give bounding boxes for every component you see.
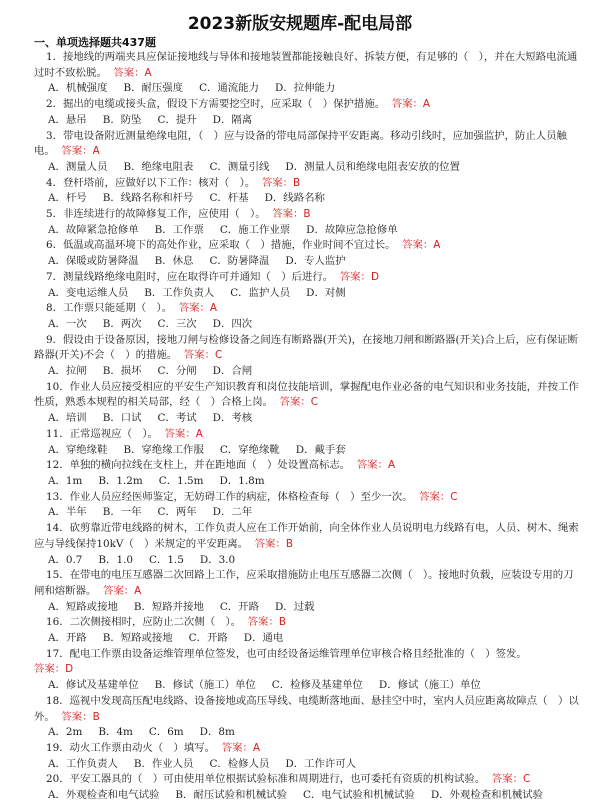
question-item (34, 647, 580, 694)
answer-value: A (387, 459, 396, 472)
option-item: A．短路或接地 (48, 600, 118, 613)
option-item: A．穿绝缘鞋 (48, 443, 108, 456)
answer-prefix: 答案： (272, 208, 304, 221)
option-item: B．耐压强度 (123, 82, 184, 95)
question-item (34, 207, 580, 238)
question-stem (34, 333, 580, 364)
question-item (34, 176, 580, 207)
answer-prefix: 答案： (61, 145, 93, 158)
answer-label (113, 67, 151, 79)
question-text: 16．二次侧接相时，应防止二次侧（ ）。 (46, 616, 242, 629)
answer-prefix: 答案： (113, 66, 145, 79)
question-stem (34, 176, 580, 192)
question-item (34, 772, 580, 803)
answer-prefix: 答案： (402, 239, 434, 252)
question-text: 17．配电工作票由设备运维管理单位签发，也可由经设备运维管理单位审核合格且经批准的（ ）签发。 (46, 647, 527, 660)
option-item: A．变电运维人员 (48, 286, 129, 299)
option-item: D．3.0 (199, 553, 236, 566)
option-item: A．拉闸 (48, 365, 87, 378)
option-item: D．线路名称 (264, 192, 325, 205)
answer-label (184, 349, 222, 361)
question-item (34, 270, 580, 301)
option-item: C．提升 (157, 113, 197, 126)
option-item: D．四次 (212, 317, 253, 330)
option-item: A．保暖或防暑降温 (48, 255, 139, 268)
question-text: 20．平安工器具的（ ）可由使用单位根据试验标准和周期进行，也可委托有资质的机构试验。 (46, 773, 486, 786)
option-item: D．隔离 (212, 113, 253, 126)
question-list (0, 50, 600, 804)
answer-value: C (310, 396, 319, 409)
options-row (34, 223, 580, 239)
option-item: C．测量引线 (209, 160, 270, 173)
answer-value: A (134, 584, 142, 597)
option-item: A．0.7 (48, 553, 83, 566)
question-stem (34, 238, 580, 254)
answer-value: B (92, 710, 100, 723)
options-row (34, 443, 580, 459)
option-item: A．外观检查和电气试验 (48, 789, 160, 802)
option-item: A．一次 (48, 317, 87, 330)
option-item: A．故障紧急抢修单 (48, 223, 139, 236)
option-item: C．通流能力 (199, 82, 259, 95)
option-item: D．拉伸能力 (274, 82, 336, 95)
answer-prefix: 答案： (391, 98, 423, 111)
option-item: B．短路或接地 (102, 632, 173, 645)
option-item: B．工作负责人 (144, 286, 215, 299)
question-item (34, 568, 580, 615)
options-row (34, 411, 580, 427)
answer-value: A (252, 741, 260, 754)
option-item: C．检修及基建单位 (271, 679, 363, 692)
option-item: D．故障应急抢修单 (306, 223, 398, 236)
answer-value: B (278, 616, 286, 629)
option-item: D．外观检查和机械试验 (430, 789, 544, 802)
options-row (34, 191, 580, 207)
option-item: B．工作票 (154, 223, 204, 236)
question-item (34, 615, 580, 646)
option-item: C．开路 (188, 632, 228, 645)
question-stem (34, 772, 580, 788)
question-stem (34, 301, 580, 317)
answer-prefix: 答案： (339, 270, 371, 283)
option-item: C．三次 (157, 317, 197, 330)
question-text: 3．带电设备附近测量绝缘电阻，（ ）应与设备的带电局部保持平安距离。移动引线时，应加强监护，防止人员触电。 (34, 129, 567, 158)
option-item: B．防坠 (102, 113, 142, 126)
answer-prefix: 答案： (261, 176, 294, 189)
answer-value: A (195, 427, 203, 440)
option-item: B．一年 (102, 506, 142, 519)
option-item: B．休息 (154, 255, 194, 268)
answer-value: A (144, 66, 152, 79)
question-item (34, 380, 580, 427)
option-item: A．修试及基建单位 (48, 679, 139, 692)
answer-value: A (209, 302, 217, 315)
option-item: C．考试 (157, 412, 197, 425)
option-item: C．穿绝缘靴 (219, 443, 280, 456)
options-row (34, 788, 580, 804)
question-text: 4．登杆塔前，应做好以下工作：核对（ ）。 (46, 176, 256, 189)
question-item (34, 333, 580, 380)
question-text: 18．巡视中发现高压配电线路、设备接地或高压导线、电缆断落地面、悬挂空中时，室内人员应距离故障点（ ）以外。 (34, 694, 579, 723)
answer-label (61, 711, 99, 723)
option-item: A．机械强度 (48, 82, 108, 95)
option-item: D．二年 (212, 506, 253, 519)
answer-prefix: 答案： (102, 584, 135, 597)
question-text: 19．动火工作票由动火（ ）填写。 (46, 741, 216, 754)
question-item (34, 238, 580, 269)
question-text: 9．假设由于设备原因，接地刀闸与检修设备之间连有断路器(开关)，在接地刀闸和断路器(开关)合上后，应有保证断路器(开关)不会（ ）的措施。 (34, 333, 578, 362)
section-heading: 一、单项选择题共437题 (34, 36, 156, 49)
answer-prefix: 答案： (178, 302, 210, 315)
answer-label (61, 145, 99, 157)
option-item: D．测量人员和绝缘电阻表安放的位置 (285, 160, 460, 173)
question-stem (34, 129, 580, 160)
option-item: D．过载 (274, 600, 315, 613)
options-row (34, 757, 580, 773)
option-item: C．电气试验和机械试验 (302, 789, 415, 802)
question-item (34, 521, 580, 568)
options-row (34, 474, 580, 490)
answer-value: B (293, 176, 301, 189)
option-item: D．专人监护 (285, 255, 346, 268)
question-stem (34, 694, 580, 725)
answer-value: D (370, 270, 379, 283)
option-item: C．检修人员 (209, 757, 270, 770)
question-stem (34, 521, 580, 552)
option-item: C．开路 (219, 600, 259, 613)
option-item: A．杆号 (48, 192, 87, 205)
option-item: C．杆基 (209, 192, 249, 205)
answer-prefix: 答案： (61, 710, 93, 723)
option-item: C．6m (148, 726, 184, 739)
option-item: A．测量人员 (48, 160, 108, 173)
options-row (34, 286, 580, 302)
option-item: B．穿绝缘工作服 (123, 443, 204, 456)
answer-label (248, 616, 286, 628)
question-item (34, 129, 580, 176)
options-row (34, 81, 580, 97)
answer-value: A (433, 239, 441, 252)
answer-label (262, 177, 300, 189)
option-item: D．合闸 (212, 365, 253, 378)
option-item: A．2m (48, 726, 83, 739)
options-row (34, 113, 580, 129)
question-text: 15．在带电的电压互感器二次回路上工作，应采取措施防止电压互感器二次侧（ ）。接地时负载，应装设专用的刀闸和熔断器。 (34, 569, 574, 597)
question-stem (34, 270, 580, 286)
question-text: 14．砍剪靠近带电线路的树木，工作负责人应在工作开始前，向全体作业人员说明电力线路有电，人员、树木、绳索应与导线保持10kV（ ）米规定的平安距离。 (34, 522, 579, 550)
option-item: B．短路并接地 (133, 600, 204, 613)
question-stem (34, 97, 580, 113)
question-stem (34, 50, 580, 81)
answer-prefix: 答案： (419, 490, 451, 503)
question-text: 7．测量线路绝缘电阻时，应在取得许可并通知（ ）后进行。 (46, 270, 334, 283)
question-text: 11．正常巡视应（ ）。 (46, 427, 158, 440)
document-page (0, 14, 600, 802)
options-row (34, 505, 580, 521)
option-item: A．半年 (48, 506, 87, 519)
option-item: A．1m (48, 474, 83, 487)
option-item: B．口试 (102, 412, 142, 425)
answer-value: A (92, 145, 100, 158)
option-item: B．耐压试验和机械试验 (175, 789, 287, 802)
question-item (34, 741, 580, 772)
question-stem (34, 427, 580, 443)
question-stem (34, 568, 580, 599)
answer-label (34, 663, 73, 675)
question-text: 8．工作票只能延期（ ）。 (46, 302, 173, 315)
question-text: 5．非连续进行的故障修复工作，应使用（ ）。 (46, 208, 266, 221)
options-row (34, 600, 580, 616)
option-item: C．1.5m (158, 474, 204, 487)
answer-value: C (214, 349, 223, 362)
option-item: C．分闸 (157, 365, 197, 378)
option-item: D．考核 (212, 412, 253, 425)
question-item (34, 694, 580, 741)
option-item: B．1.2m (98, 474, 143, 487)
option-item: D．8m (199, 726, 235, 739)
answer-label (222, 742, 260, 754)
answer-value: C (450, 490, 458, 503)
answer-label (179, 302, 217, 314)
question-stem (34, 741, 580, 757)
question-text: 12．单独的横向拉线在支柱上，并在距地面（ ）处设置高标志。 (46, 459, 351, 472)
answer-value: D (65, 663, 74, 676)
question-item (34, 458, 580, 489)
option-item: A．工作负责人 (48, 757, 118, 770)
question-stem (34, 615, 580, 631)
page-title: 2023新版安规题库-配电局部 (187, 14, 413, 34)
answer-value: C (523, 773, 531, 786)
answer-label (392, 98, 430, 110)
answer-prefix: 答案： (279, 396, 311, 409)
options-row (34, 364, 580, 380)
options-row (34, 678, 580, 694)
answer-label (255, 538, 293, 550)
question-item (34, 490, 580, 521)
question-text: 1．接地线的两端夹具应保证接地线与导体和接地装置都能接触良好、拆装方便，有足够的（ ），并在大短路电流通过时不致松脱。 (34, 51, 578, 79)
answer-prefix: 答案： (491, 773, 524, 786)
question-text: 2．掘出的电缆或接头盒，假设下方需要挖空时，应采取（ ）保护措施。 (46, 98, 386, 111)
option-item: D．通电 (243, 632, 284, 645)
answer-label (357, 459, 395, 471)
answer-label (103, 585, 141, 597)
option-item: C．1.5 (148, 553, 184, 566)
question-item (34, 301, 580, 332)
option-item: A．开路 (48, 632, 87, 645)
option-item: C．防暑降温 (209, 255, 270, 268)
option-item: D．1.8m (219, 474, 265, 487)
option-item: D．修试（施工）单位 (378, 679, 481, 692)
option-item: D．工作许可人 (285, 757, 357, 770)
option-item: C．两年 (157, 506, 197, 519)
option-item: A．培训 (48, 412, 87, 425)
options-row (34, 631, 580, 647)
question-stem (34, 207, 580, 223)
answer-value: B (303, 208, 311, 221)
question-text: 10．作业人员应接受相应的平安生产知识教育和岗位技能培训，掌握配电作业必备的电气知识和业务技能，并按工作性质，熟悉本规程的相关局部，经（ ）合格上岗。 (34, 380, 579, 409)
answer-value: B (285, 537, 293, 550)
question-stem (34, 380, 580, 411)
answer-prefix: 答案： (34, 663, 66, 676)
answer-label (280, 396, 318, 408)
question-text: 13．作业人员应经医师鉴定，无妨碍工作的病症，体格检查每（ ）至少一次。 (46, 490, 413, 503)
question-stem (34, 490, 580, 506)
answer-label (272, 208, 310, 220)
answer-value: A (422, 98, 430, 111)
question-stem (34, 458, 580, 474)
option-item: B．两次 (102, 317, 142, 330)
option-item: B．绝缘电阻表 (123, 160, 194, 173)
question-item (34, 97, 580, 128)
option-item: B．线路名称和杆号 (102, 192, 194, 205)
option-item: C．监护人员 (230, 286, 291, 299)
options-row (34, 160, 580, 176)
question-item (34, 50, 580, 97)
answer-label (340, 271, 379, 283)
answer-line (34, 662, 580, 678)
question-item (34, 427, 580, 458)
options-row (34, 254, 580, 270)
options-row (34, 725, 580, 741)
answer-label (492, 773, 530, 785)
question-stem (34, 647, 580, 663)
answer-prefix: 答案： (356, 459, 388, 472)
option-item: B．1.0 (98, 553, 133, 566)
question-text: 6．低温或高温环境下的高处作业，应采取（ ）措施，作业时间不宜过长。 (46, 239, 396, 252)
answer-label (402, 239, 440, 251)
answer-prefix: 答案： (254, 537, 286, 550)
option-item: D．戴手套 (295, 443, 346, 456)
options-row (34, 553, 580, 569)
option-item: B．损坏 (102, 365, 142, 378)
answer-label (419, 491, 457, 503)
answer-prefix: 答案： (247, 616, 279, 629)
options-row (34, 317, 580, 333)
answer-prefix: 答案： (183, 349, 215, 362)
answer-label (165, 428, 203, 440)
option-item: C．施工作业票 (219, 223, 291, 236)
option-item: A．悬吊 (48, 113, 87, 126)
option-item: B．4m (98, 726, 133, 739)
answer-prefix: 答案： (221, 741, 253, 754)
option-item: B．修试（施工）单位 (154, 679, 256, 692)
answer-prefix: 答案： (164, 427, 196, 440)
option-item: D．对侧 (306, 286, 346, 299)
option-item: B．作业人员 (133, 757, 194, 770)
